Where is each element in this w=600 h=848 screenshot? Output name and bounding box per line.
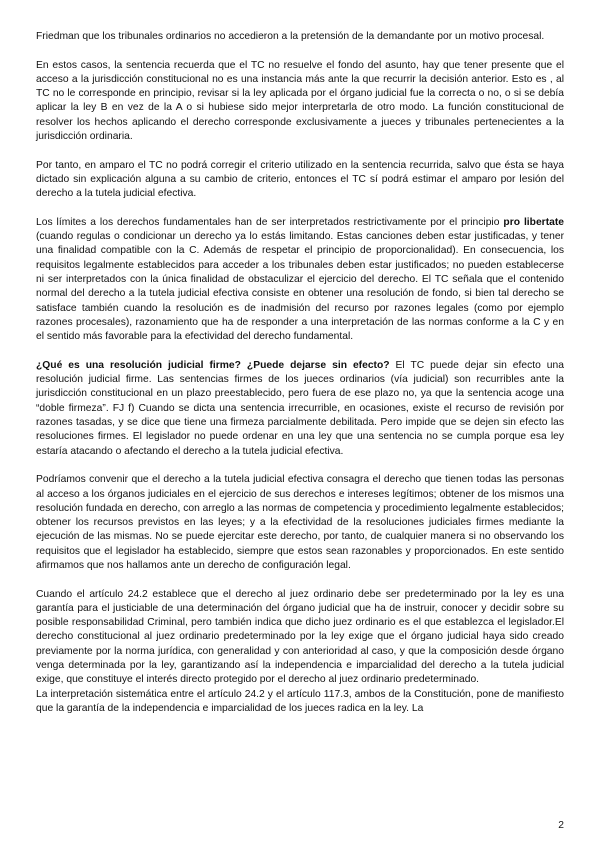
paragraph-articulo-24-2: Cuando el artículo 24.2 establece que el derecho al juez ordinario debe ser predeterminado por la ley es una garantía para el justiciable de una determinación del órgano judicial que ha de instruir, conocer y decidir sobre su posible responsabilidad Criminal, pero también indica que dicho juez ordinario es el que establezca el legislador.El derecho constitucional al juez ordinario predeterminado por la ley exige que el órgano judicial haya sido creado previamente por la norma jurídica, con generalidad y con anterioridad al caso, y que la composición desde órgano venga determinada por la ley, garantizando así la independencia e imparcialidad del derecho a la tutela judicial exige, que constituye el interés directo protegido por el derecho al juez ordinario predeterminado. <box>36 588 564 686</box>
paragraph-amparo: Por tanto, en amparo el TC no podrá corregir el criterio utilizado en la sentencia recurrida, salvo que ésta se haya dictado sin explicación alguna a su cambio de criterio, entonces el TC sí podrá estimar el amparo por lesión del derecho a la tutela judicial efectiva. <box>36 159 564 200</box>
paragraph-resolucion-rest: El TC puede dejar sin efecto una resolución judicial firme. Las sentencias firmes de los jueces ordinarios (vía judicial) son recurribles ante la jurisdicción constitucional en un plazo preestablecido, pero fuera de ese plazo no, ya que la sentencia acoge una “doble firmeza”. FJ f) Cuando se dicta una sentencia irrecurrible, en ocasiones, existe el recurso de revisión por razones tasadas, y se dice que tiene una firmeza parcialmente debilitada. Pero impide que se dejen sin efecto las resoluciones firmes. El legislador no puede ordenar en una ley que una sentencia no se cumpla porque esa ley estaría atacando o afectando el derecho a la tutela judicial efectiva. <box>36 359 564 457</box>
paragraph-limites-derechos <box>36 216 564 345</box>
pro-libertate-term: pro libertate <box>503 216 564 228</box>
paragraph-resolucion-firme <box>36 359 564 459</box>
paragraph-interpretacion-sistematica: La interpretación sistemática entre el artículo 24.2 y el artículo 117.3, ambos de la Constitución, pone de manifiesto que la garantía de la independencia e imparcialidad de los jueces radica en la ley. La <box>36 688 564 714</box>
resolucion-firme-question: ¿Qué es una resolución judicial firme? ¿Puede dejarse sin efecto? <box>36 359 390 371</box>
page-number: 2 <box>558 820 564 831</box>
paragraph-limites-intro: Los límites a los derechos fundamentales han de ser interpretados restrictivamente por el principio <box>36 216 504 228</box>
document-body <box>36 30 564 716</box>
paragraph-fondo-asunto: En estos casos, la sentencia recuerda que el TC no resuelve el fondo del asunto, hay que tener presente que el acceso a la jurisdicción constitucional no es una instancia más ante la que recurrir la decisión anterior. Esto es , al TC no le corresponde en principio, revisar si la ley aplicada por el órgano judicial fue la correcta o no, o si se debía aplicar la ley B en vez de la A o si hubiese sido mejor interpretarla de otro modo. La función constitucional de resolver los hechos aplicando el derecho corresponde exclusivamente a jueces y tribunales pertenecientes a la jurisdicción ordinaria. <box>36 59 564 143</box>
paragraph-limites-rest: (cuando regulas o condicionar un derecho ya lo estás limitando. Estas canciones deben estar justificadas, y tener una finalidad compatible con la C. Además de respetar el principio de proporcionalidad). En consecuencia, los requisitos legalmente establecidos para acceder a los tribunales deben estar justificados; no pueden establecerse ni ser interpretados con la única finalidad de obstaculizar el ejercicio del derecho. El TC señala que el contenido normal del derecho a la tutela judicial efectiva consiste en obtener una resolución de fondo, si bien tal derecho se satisface también cuando la resolución es de inadmisión del recurso por razones legales (como por ejemplo razones procesales), razonamiento que ha de responder a una interpretación de las normas conforme a la C y en el sentido más favorable para la efectividad del derecho fundamental. <box>36 231 564 343</box>
paragraph-tutela-judicial: Podríamos convenir que el derecho a la tutela judicial efectiva consagra el derecho que tienen todas las personas al acceso a los órganos judiciales en el ejercicio de sus derechos e intereses legítimos; obtener de los mismos una resolución fundada en derecho, con arreglo a las normas de competencia y procedimiento legalmente establecidos; obtener los recursos previstos en las leyes; y a la efectividad de la resoluciones judiciales firmes mediante la ejecución de las mismas. No se puede ejercitar este derecho, por tanto, de cualquier manera si no observando los requisitos que el legislador ha establecido, siempre que estos sean razonables y proporcionados. En este sentido afirmamos que nos hallamos ante un derecho de configuración legal. <box>36 474 564 571</box>
paragraph-friedman: Friedman que los tribunales ordinarios no accedieron a la pretensión de la demandante por un motivo procesal. <box>36 31 545 42</box>
